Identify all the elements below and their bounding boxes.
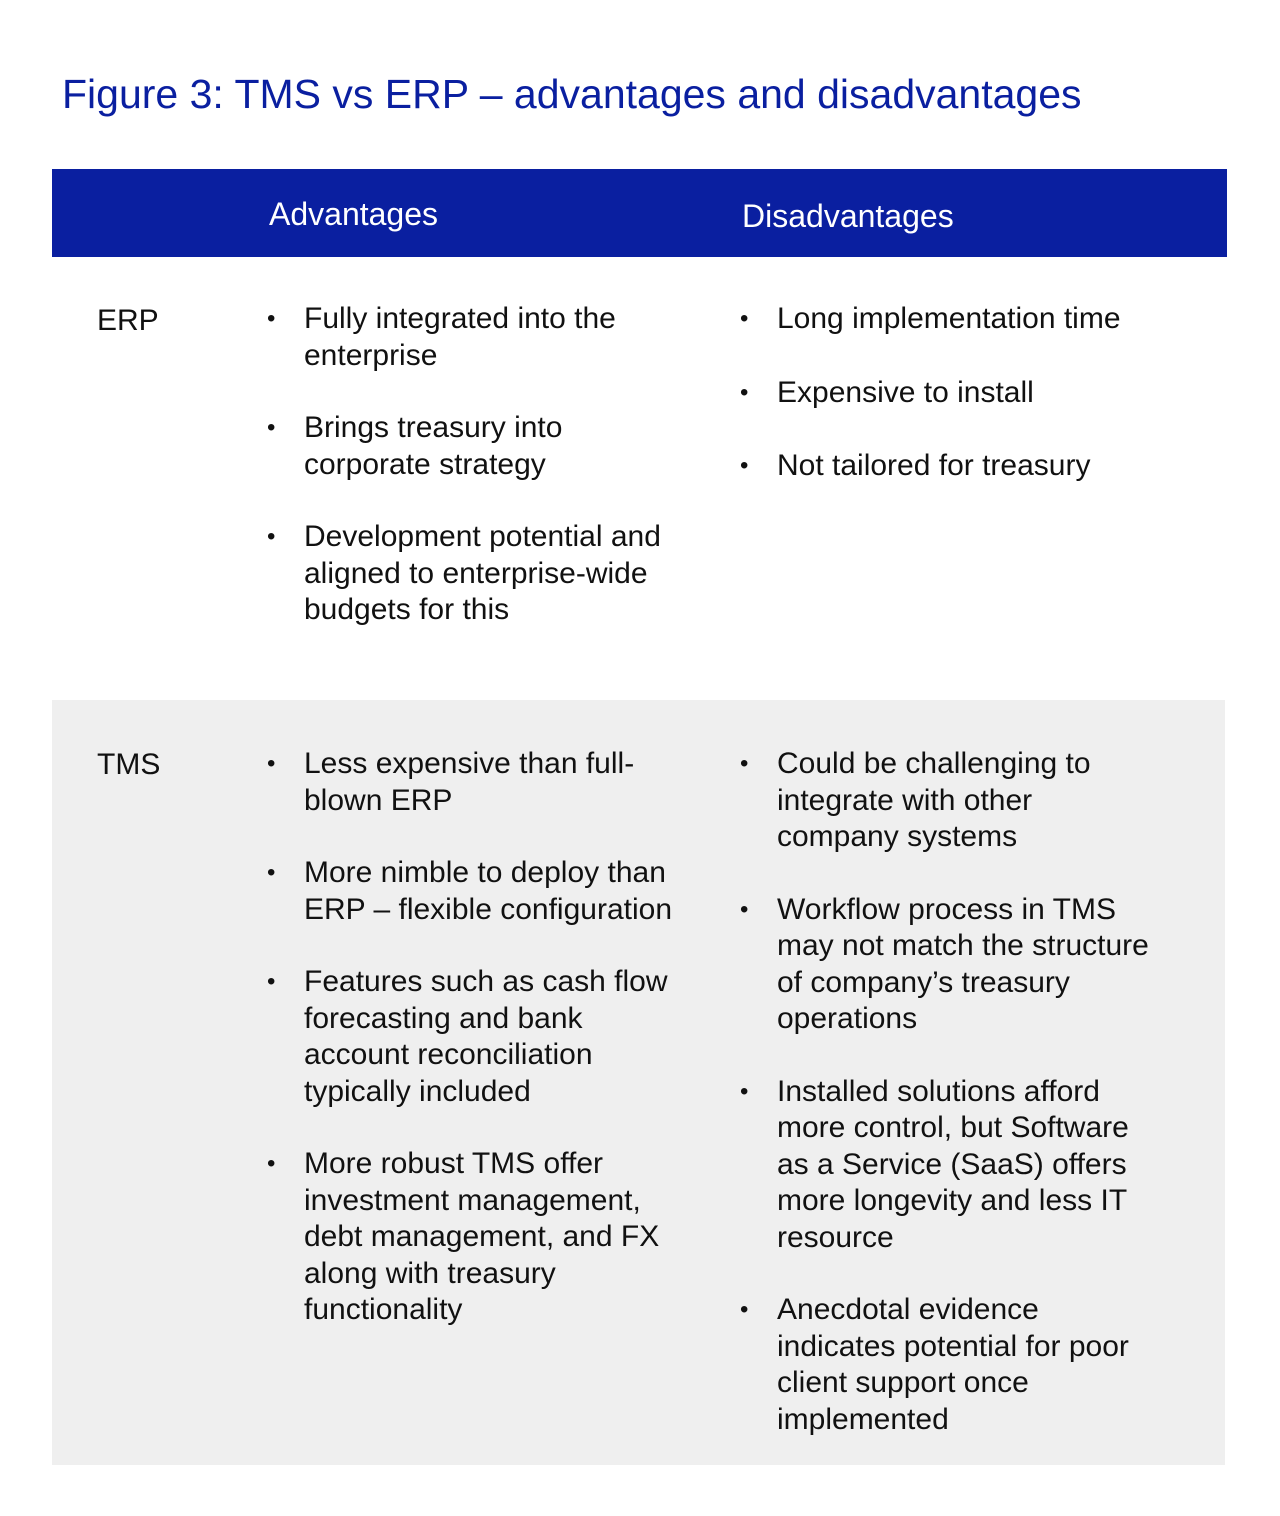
table-row-tms [52, 700, 1225, 1465]
tms-advantages-list [267, 746, 677, 1365]
table-header [52, 169, 1227, 257]
list-item: • Could be challenging to integrate with other company systems [740, 746, 1160, 856]
row-label-tms: TMS [97, 748, 161, 781]
list-item: • Long implementation time [740, 301, 1160, 338]
erp-disadvantages-list [740, 301, 1160, 522]
list-item: • Less expensive than full-blown ERP [267, 746, 677, 819]
row-label-erp: ERP [97, 304, 159, 337]
header-disadvantages: Disadvantages [742, 198, 954, 234]
list-item: • Fully integrated into the enterprise [267, 301, 677, 374]
list-item: • Workflow process in TMS may not match the structure of company’s treasury operations [740, 892, 1160, 1038]
figure-title: Figure 3: TMS vs ERP – advantages and disadvantages [62, 71, 1082, 117]
list-item: • Expensive to install [740, 375, 1160, 412]
list-item: • Brings treasury into corporate strategy [267, 410, 677, 483]
list-item: • Development potential and aligned to enterprise-wide budgets for this [267, 519, 677, 629]
list-item: • More nimble to deploy than ERP – flexible configuration [267, 855, 677, 928]
erp-advantages-list [267, 301, 677, 665]
table-row-erp [52, 257, 1225, 700]
list-item: • Installed solutions afford more control, but Software as a Service (SaaS) offers more longevity and less IT resource [740, 1074, 1160, 1257]
list-item: • Anecdotal evidence indicates potential for poor client support once implemented [740, 1292, 1160, 1438]
list-item: • Not tailored for treasury [740, 448, 1160, 485]
tms-disadvantages-list [740, 746, 1160, 1474]
header-advantages: Advantages [269, 196, 439, 232]
list-item: • Features such as cash flow forecasting and bank account reconciliation typically included [267, 964, 677, 1110]
list-item: • More robust TMS offer investment management, debt management, and FX along with treasury functionality [267, 1146, 677, 1329]
